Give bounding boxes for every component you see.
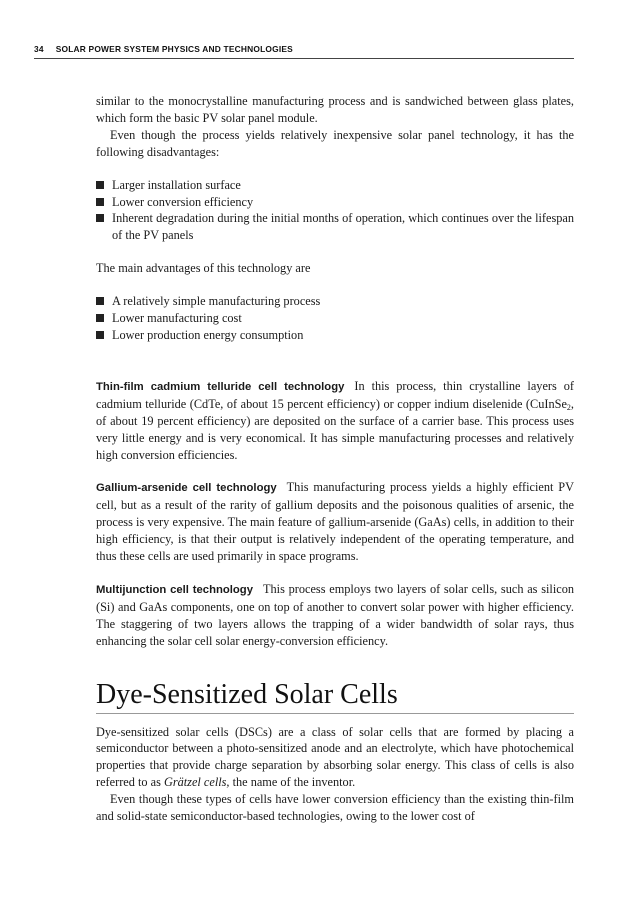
bullet-square-icon [96, 198, 104, 206]
page-number: 34 [34, 44, 44, 54]
advantages-intro: The main advantages of this technology are [96, 261, 311, 276]
bullet-square-icon [96, 181, 104, 189]
bullet-square-icon [96, 314, 104, 322]
cdte-heading: Thin-film cadmium telluride cell technology [96, 380, 345, 393]
running-header [34, 44, 574, 59]
running-title: SOLAR POWER SYSTEM PHYSICS AND TECHNOLOGIES [55, 44, 293, 54]
page-body [96, 93, 574, 825]
list-item: A relatively simple manufacturing process [96, 293, 574, 310]
bullet-square-icon [96, 214, 104, 222]
advantages-list [96, 293, 574, 344]
cdte-paragraph: Thin-film cadmium telluride cell technology In this process, thin crystalline layers of cadmium telluride (CdTe, of about 15 percent efficiency) or copper indium diselenide (CuInSe$_2$, of about 19 percent efficiency) are deposited on the surface of a carrier base. This process uses very little energy and is very economical. It has simple manufacturing processes and relatively high conversion efficiencies. [96, 378, 574, 462]
dsc-paragraph-1: Dye-sensitized solar cells (DSCs) are a class of solar cells that are formed by placing a semiconductor between a photo-sensitized anode and an electrolyte, which have photochemical properties that provide charge separation by absorbing solar energy. This class of cells is also referred to as Grätzel cells, the name of the inventor. [96, 724, 574, 790]
list-item: Inherent degradation during the initial months of operation, which continues over the lifespan of the PV panels [96, 210, 574, 244]
list-item: Lower manufacturing cost [96, 310, 574, 327]
list-item: Lower production energy consumption [96, 327, 574, 344]
intro-paragraph-2: Even though the process yields relatively inexpensive solar panel technology, it has the following disadvantages: [96, 127, 574, 159]
multijunction-heading: Multijunction cell technology [96, 583, 253, 596]
bullet-square-icon [96, 331, 104, 339]
bullet-square-icon [96, 297, 104, 305]
disadvantages-list [96, 177, 574, 245]
dsc-paragraph-2: Even though these types of cells have lower conversion efficiency than the existing thin-film and solid-state semiconductor-based technologies, owing to the lower cost of [96, 792, 574, 824]
list-item: Larger installation surface [96, 177, 574, 194]
section-title: Dye-Sensitized Solar Cells [96, 680, 574, 714]
multijunction-paragraph: Multijunction cell technology This process employs two layers of solar cells, such as silicon (Si) and GaAs components, one on top of another to convert solar power with higher efficiency. The staggering of two layers allows the trapping of a wider bandwidth of solar rays, thus enhancing the solar cell solar energy-conversion efficiency. [96, 581, 574, 648]
list-item: Lower conversion efficiency [96, 194, 574, 211]
gaas-paragraph: Gallium-arsenide cell technology This manufacturing process yields a highly efficient PV cell, but as a result of the rarity of gallium deposits and the poisonous qualities of arsenic, the process is very expensive. The main feature of gallium-arsenide (GaAs) cells, in addition to their high efficiency, is that their output is relatively independent of the operating temperature, and thus these cells are used primarily in space programs. [96, 480, 574, 564]
intro-paragraph-1: similar to the monocrystalline manufacturing process and is sandwiched between glass plates, which form the basic PV solar panel module. [96, 94, 574, 125]
gaas-heading: Gallium-arsenide cell technology [96, 482, 277, 495]
